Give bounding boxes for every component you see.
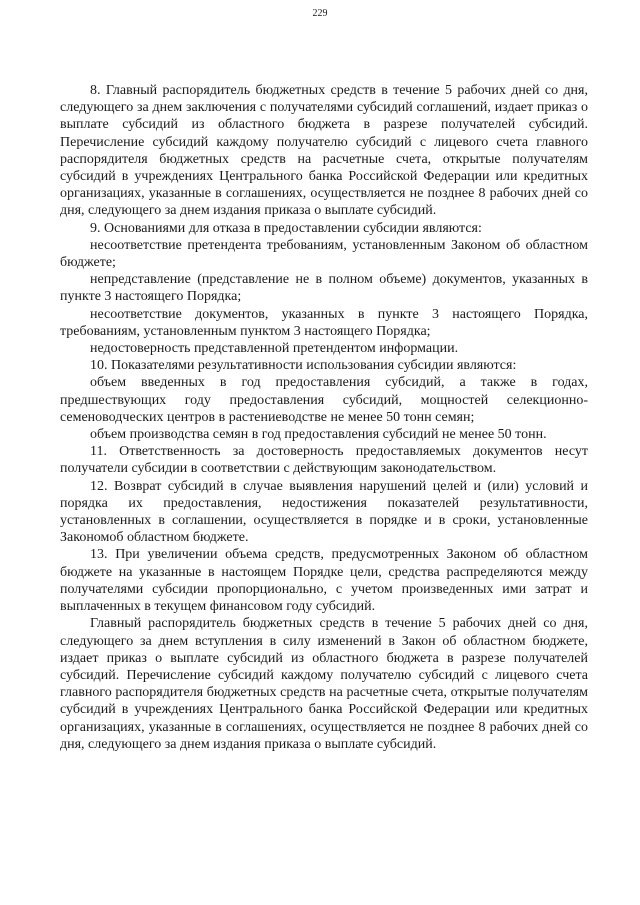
paragraph-9: 9. Основаниями для отказа в предоставлении субсидии являются: bbox=[90, 220, 482, 236]
refusal-ground-1: несоответствие претендента требованиям, установленным Законом об областном бюджете; bbox=[60, 237, 588, 271]
refusal-ground-2: непредставление (представление не в полном объеме) документов, указанных в пункте 3 настоящего Порядка; bbox=[60, 272, 588, 305]
paragraph-12: 12. Возврат субсидий в случае выявления нарушений целей и (или) условий и порядка их предоставления, недостижения показателей результативности, установленных в соглашении, осуществляется в порядке и в сроки, установленные Закономоб областном бюджете. bbox=[60, 478, 588, 546]
paragraph-11: 11. Ответственность за достоверность предоставляемых документов несут получатели субсидии в соответствии с действующим законодательством. bbox=[60, 444, 588, 477]
indicator-2: объем производства семян в год предоставления субсидий не менее 50 тонн. bbox=[90, 427, 547, 443]
indicator-1: объем введенных в год предоставления субсидий, а также в годах, предшествующих году предоставления субсидий, мощностей селекционно-семеноводческих центров в растениеводстве не менее 50 тонн семян; bbox=[60, 375, 588, 425]
page-number: 229 bbox=[312, 8, 328, 19]
paragraph-8: 8. Главный распорядитель бюджетных средств в течение 5 рабочих дней со дня, следующего за днем заключения с получателями субсидий соглашений, издает приказ о выплате субсидий из областного бюджета в разрезе получателей субсидий. Перечисление субсидий каждому получателю субсидий с лицевого счета главного распорядителя бюджетных средств на расчетные счета, открытые получателям субсидий в учреждениях Центрального банка Российской Федерации или кредитных организациях, указанные в соглашениях, осуществляется не позднее 8 рабочих дней со дня, следующего за днем издания приказа о выплате субсидий. bbox=[60, 83, 588, 219]
paragraph-13-continuation: Главный распорядитель бюджетных средств в течение 5 рабочих дней со дня, следующего за днем вступления в силу изменений в Закон об областном бюджете, издает приказ о выплате субсидий из областного бюджета в разрезе получателей субсидий. Перечисление субсидий каждому получателю субсидий с лицевого счета главного распорядителя бюджетных средств на расчетные счета, открытые получателям субсидий в учреждениях Центрального банка Российской Федерации или кредитных организациях, указанные в соглашениях, осуществляется не позднее 8 рабочих дней со дня, следующего за днем издания приказа о выплате субсидий. bbox=[60, 616, 588, 752]
document-body bbox=[60, 82, 588, 753]
refusal-ground-3: несоответствие документов, указанных в пункте 3 настоящего Порядка, требованиям, установленным пунктом 3 настоящего Порядка; bbox=[60, 306, 588, 339]
paragraph-10: 10. Показателями результативности использования субсидии являются: bbox=[90, 358, 517, 374]
paragraph-13: 13. При увеличении объема средств, предусмотренных Законом об областном бюджете на указанные в настоящем Порядке цели, средства распределяются между получателями субсидии пропорционально, с учетом произведенных ими затрат и выплаченных в текущем финансовом году субсидий. bbox=[60, 547, 588, 615]
refusal-ground-4: недостоверность представленной претендентом информации. bbox=[90, 341, 459, 357]
